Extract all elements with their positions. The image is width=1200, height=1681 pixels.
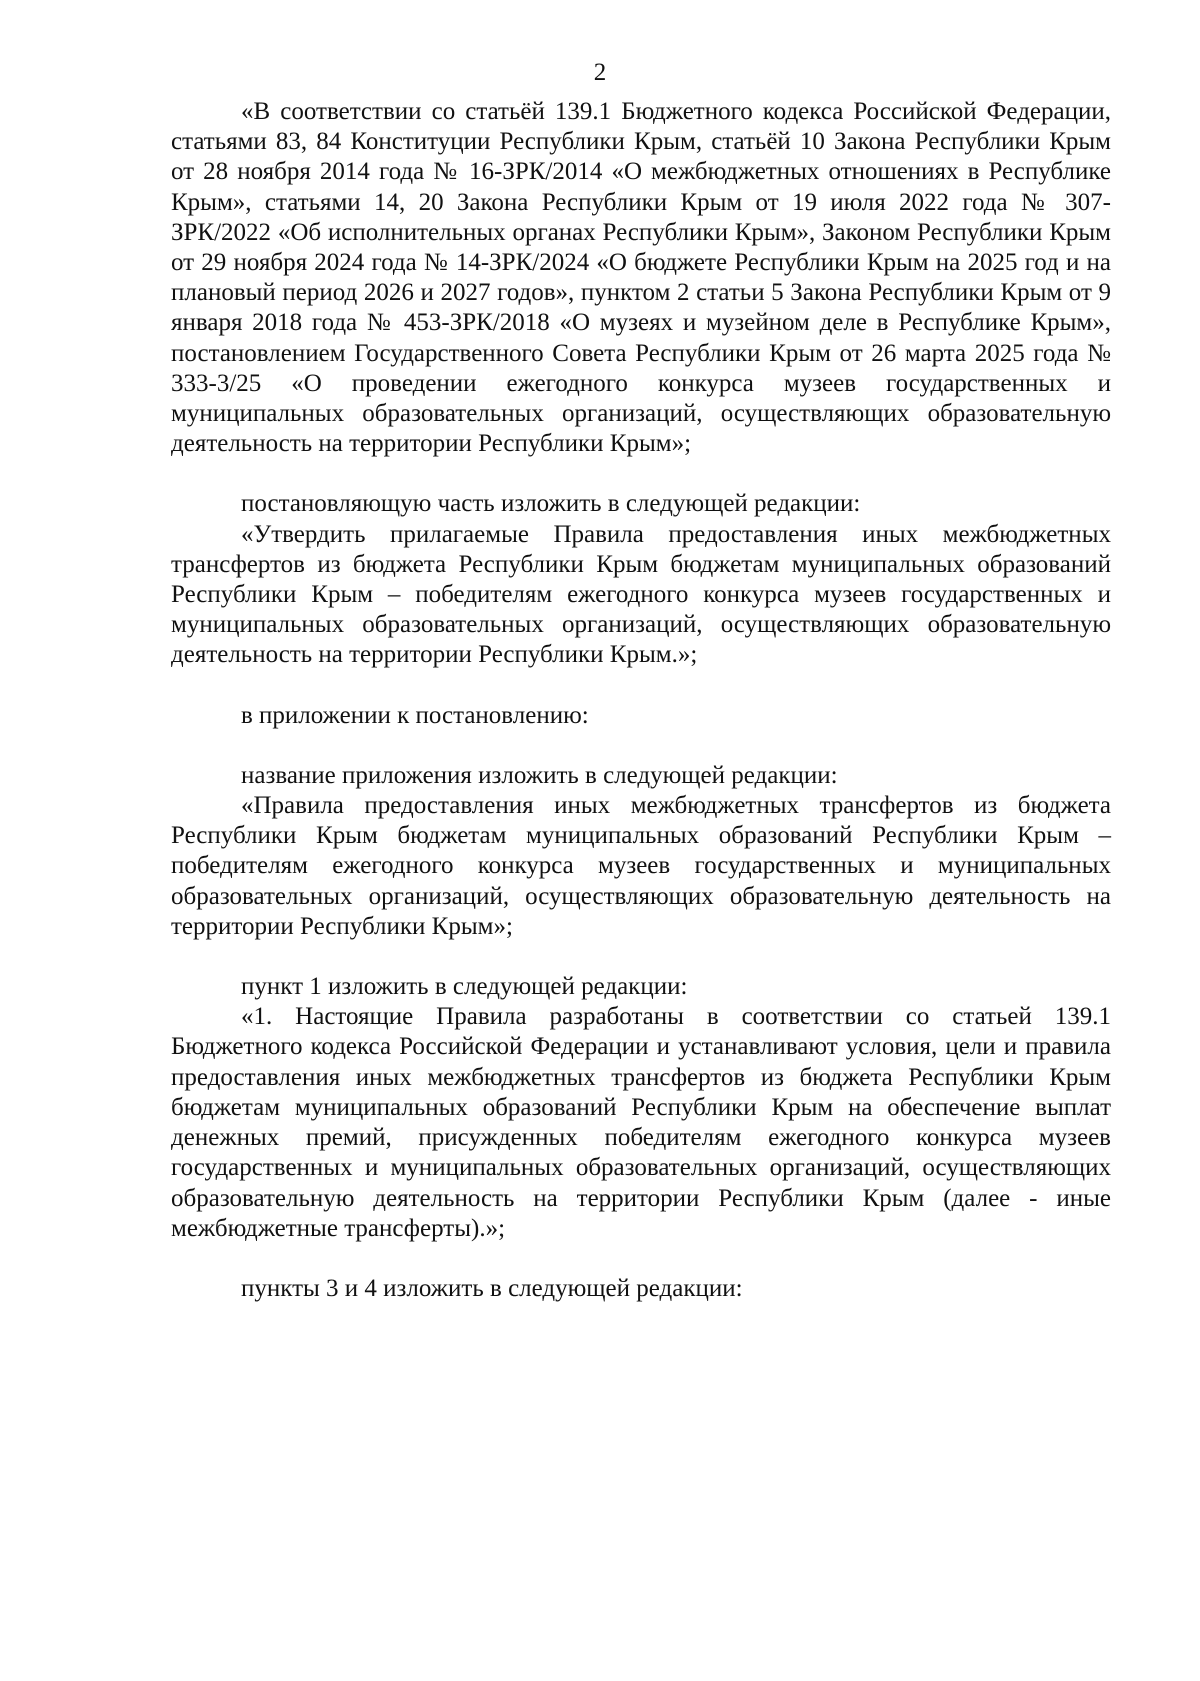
appendix-title-instruction: название приложения изложить в следующей редакции:: [241, 761, 838, 789]
appendix-title-text: «Правила предоставления иных межбюджетных трансфертов из бюджета Республики Крым бюджетам муниципальных образований Республики Крым – победителям ежегодного конкурса музеев государственных и муниципальных образовательных организаций, осуществляющих образовательную деятельность на территории Республики Крым»;: [171, 792, 1111, 940]
preamble-paragraph: «В соответствии со статьёй 139.1 Бюджетного кодекса Российской Федерации, статьями 83, 84 Конституции Республики Крым, статьёй 10 Закона Республики Крым от 28 ноября 2014 года № 16-ЗРК/2014 «О межбюджетных отношениях в Республике Крым», статьями 14, 20 Закона Республики Крым от 19 июля 2022 года № 307-ЗРК/2022 «Об исполнительных органах Республики Крым», Законом Республики Крым от 29 ноября 2024 года № 14-ЗРК/2024 «О бюджете Республики Крым на 2025 год и на плановый период 2026 и 2027 годов», пунктом 2 статьи 5 Закона Республики Крым от 9 января 2018 года № 453-ЗРК/2018 «О музеях и музейном деле в Республике Крым», постановлением Государственного Совета Республики Крым от 26 марта 2025 года № 333-3/25 «О проведении ежегодного конкурса музеев государственных и муниципальных образовательных организаций, осуществляющих образовательную деятельность на территории Республики Крым»;: [171, 98, 1111, 458]
document-body: [171, 97, 1111, 1304]
clause-1-text: «1. Настоящие Правила разработаны в соответствии со статьей 139.1 Бюджетного кодекса Российской Федерации и устанавливают условия, цели и правила предоставления иных межбюджетных трансфертов из бюджета Республики Крым бюджетам муниципальных образований Республики Крым на обеспечение выплат денежных премий, присужденных победителям ежегодного конкурса музеев государственных и муниципальных образовательных организаций, осуществляющих образовательную деятельность на территории Республики Крым (далее - иные межбюджетные трансферты).»;: [171, 1003, 1111, 1242]
appendix-intro: в приложении к постановлению:: [241, 701, 589, 729]
page-number: 2: [593, 59, 607, 86]
operative-part-text: «Утвердить прилагаемые Правила предоставления иных межбюджетных трансфертов из бюджета Республики Крым бюджетам муниципальных образований Республики Крым – победителям ежегодного конкурса музеев государственных и муниципальных образовательных организаций, осуществляющих образовательную деятельность на территории Республики Крым.»;: [171, 520, 1111, 669]
clause-1-instruction: пункт 1 изложить в следующей редакции:: [241, 973, 688, 1001]
clauses-3-4-instruction: пункты 3 и 4 изложить в следующей редакции:: [241, 1274, 743, 1302]
operative-part-instruction: постановляющую часть изложить в следующей редакции:: [241, 490, 861, 518]
